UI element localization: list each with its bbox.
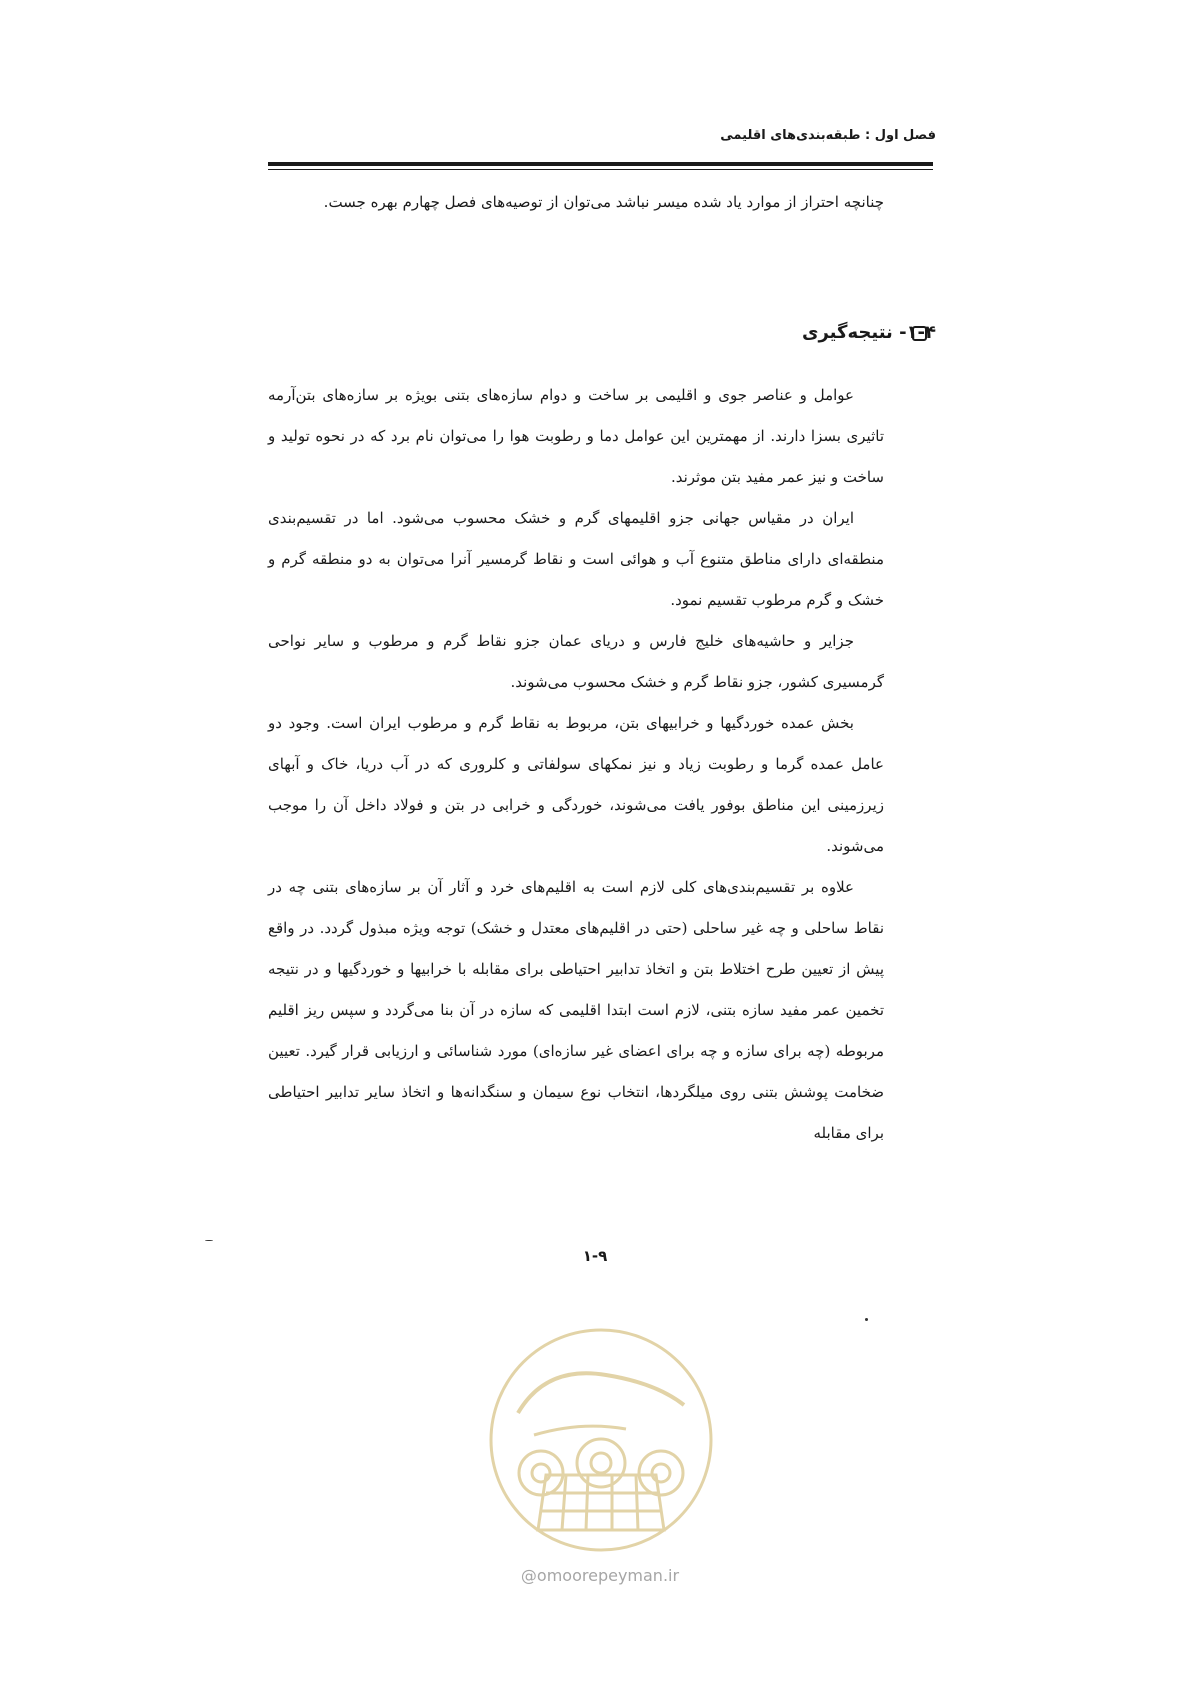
intro-paragraph: چنانچه احتراز از موارد یاد شده میسر نباشد می‌توان از توصیه‌های فصل چهارم بهره جست. xyxy=(323,193,884,211)
header-rule-thin xyxy=(268,169,933,170)
body-paragraph: علاوه بر تقسیم‌بندی‌های کلی لازم است به اقلیم‌های خرد و آثار آن بر سازه‌های بتنی چه در نقاط ساحلی و چه غیر ساحلی (حتی در اقلیم‌های معتدل و خشک) توجه ویژه مبذول گردد. در واقع پیش از تعیین طرح اختلاط بتن و اتخاذ تدابیر احتیاطی برای مقابله با خرابیها و خوردگیها و در نتیجه تخمین عمر مفید سازه بتنی، لازم است ابتدا اقلیمی که سازه در آن بنا می‌گردد و سپس ریز اقلیم مربوطه (چه برای سازه و چه برای اعضای غیر سازه‌ای) مورد شناسائی و ارزیابی قرار گیرد. تعیین ضخامت پوشش بتنی روی میلگردها، انتخاب نوع سیمان و سنگدانه‌ها و اتخاذ سایر تدابیر احتیاطی برای مقابله xyxy=(268,878,884,1142)
body-paragraph: بخش عمده خوردگیها و خرابیهای بتن، مربوط به نقاط گرم و مرطوب ایران است. وجود دو عامل عمده گرما و رطوبت زیاد و نیز نمکهای سولفاتی و کلروری که در آب دریا، خاک و آبهای زیرزمینی این مناطق بوفور یافت می‌شوند، خوردگی و خرابی در بتن و فولاد داخل آن را موجب می‌شوند. xyxy=(268,714,884,855)
body-paragraph: عوامل و عناصر جوی و اقلیمی بر ساخت و دوام سازه‌های بتنی بویژه بر سازه‌های بتن‌آرمه تاثیری بسزا دارند. از مهمترین این عوامل دما و رطوبت هوا را می‌توان نام برد که در نحوه تولید و ساخت و نیز عمر مفید بتن موثرند. xyxy=(268,386,884,486)
section-heading: ۱-۴- نتیجه‌گیری xyxy=(801,322,936,343)
running-head: فصل اول : طبقه‌بندی‌های اقلیمی xyxy=(720,128,936,143)
header-rule-thick xyxy=(268,162,933,166)
scan-speck xyxy=(205,1240,213,1241)
section-body xyxy=(268,375,884,1154)
intro-paragraph-block xyxy=(268,182,884,223)
watermark-logo-icon xyxy=(486,1325,716,1555)
body-paragraph: جزایر و حاشیه‌های خلیج فارس و دریای عمان جزو نقاط گرم و مرطوب و سایر نواحی گرمسیری کشور، جزو نقاط گرم و خشک محسوب می‌شوند. xyxy=(268,632,884,691)
body-paragraph: ایران در مقیاس جهانی جزو اقلیمهای گرم و خشک محسوب می‌شود. اما در تقسیم‌بندی منطقه‌ای دارای مناطق متنوع آب و هوائی است و نقاط گرمسیر آنرا می‌توان به دو منطقه گرم و خشک و گرم مرطوب تقسیم نمود. xyxy=(268,509,884,609)
scan-speck xyxy=(865,1318,868,1321)
watermark-caption: @omoorepeyman.ir xyxy=(520,1566,680,1585)
page-number: ۱-۹ xyxy=(582,1247,608,1265)
